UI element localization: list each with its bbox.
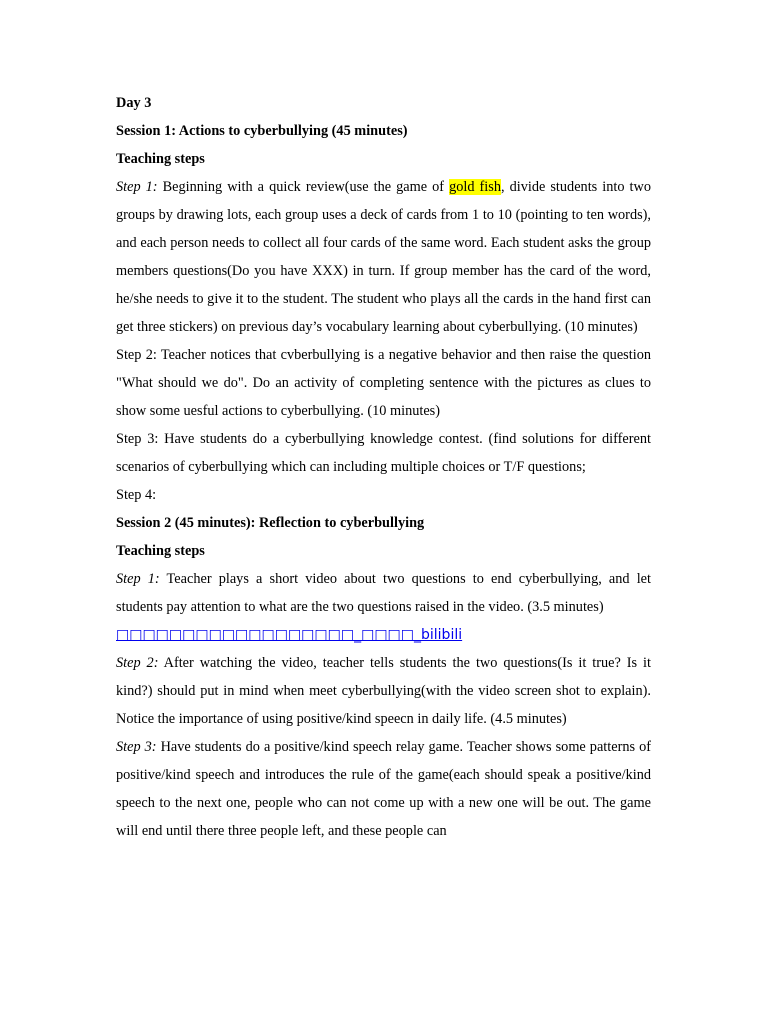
session1-teaching-steps-heading: Teaching steps [116,151,205,167]
session1-step1-label: Step 1: [116,179,158,195]
session1-step2-paragraph: Step 2: Teacher notices that cvberbullying is a negative behavior and then raise the question "What should we do". Do an activity of completing sentence with the pictures as clues to show some uesful actions to cyberbullying. (10 minutes) [116,347,651,419]
session1-step4-paragraph: Step 4: [116,487,157,503]
session2-teaching-steps-heading: Teaching steps [116,543,205,559]
session2-step1-text: Teacher plays a short video about two questions to end cyberbullying, and let students pay attention to what are the two questions raised in the video. (3.5 minutes) [116,571,651,615]
gold-fish-highlight: gold fish [449,179,501,195]
video-link-paragraph [116,621,651,649]
day-title: Day 3 [116,95,152,111]
session2-step3-paragraph [116,733,651,845]
session2-step2-text: After watching the video, teacher tells students the two questions(Is it true? Is it kind?) should put in mind when meet cyberbullying(with the video screen shot to explain). Notice the importance of using positive/kind speecn in daily life. (4.5 minutes) [116,655,651,727]
session1-step3-paragraph: Step 3: Have students do a cyberbullying knowledge contest. (find solutions for different scenarios of cyberbullying which can including multiple choices or T/F questions; [116,431,651,475]
document-page [116,89,651,845]
session1-step1-paragraph [116,173,651,341]
session1-title: Session 1: Actions to cyberbullying (45 minutes) [116,123,408,139]
session2-step2-label: Step 2: [116,655,159,671]
session2-title: Session 2 (45 minutes): Reflection to cyberbullying [116,515,425,531]
session2-step2-paragraph [116,649,651,733]
session2-step3-text: Have students do a positive/kind speech relay game. Teacher shows some patterns of positive/kind speech and introduces the rule of the game(each should speak a positive/kind speech to the next one, people who can not come up with a new one will be out. The game will end until there three people left, and these people can [116,739,651,839]
session2-step1-label: Step 1: [116,571,160,587]
session1-step1-text-before: Beginning with a quick review(use the game of [157,179,450,195]
session2-step1-paragraph [116,565,651,621]
session1-step1-text-after: , divide students into two groups by drawing lots, each group uses a deck of cards from 1 to 10 (pointing to ten words), and each person needs to collect all four cards of the same word. Each student asks the group members questions(Do you have XXX) in turn. If group member has the card of the word, he/she needs to give it to the student. The student who plays all the cards in the hand first can get three stickers) on previous day’s vocabulary learning about cyberbullying. (10 minutes) [116,179,651,335]
session2-step3-label: Step 3: [116,739,157,755]
bilibili-video-link[interactable]: □□□□□□□□□□□□□□□□□□_□□□□_bilibili [116,627,463,643]
